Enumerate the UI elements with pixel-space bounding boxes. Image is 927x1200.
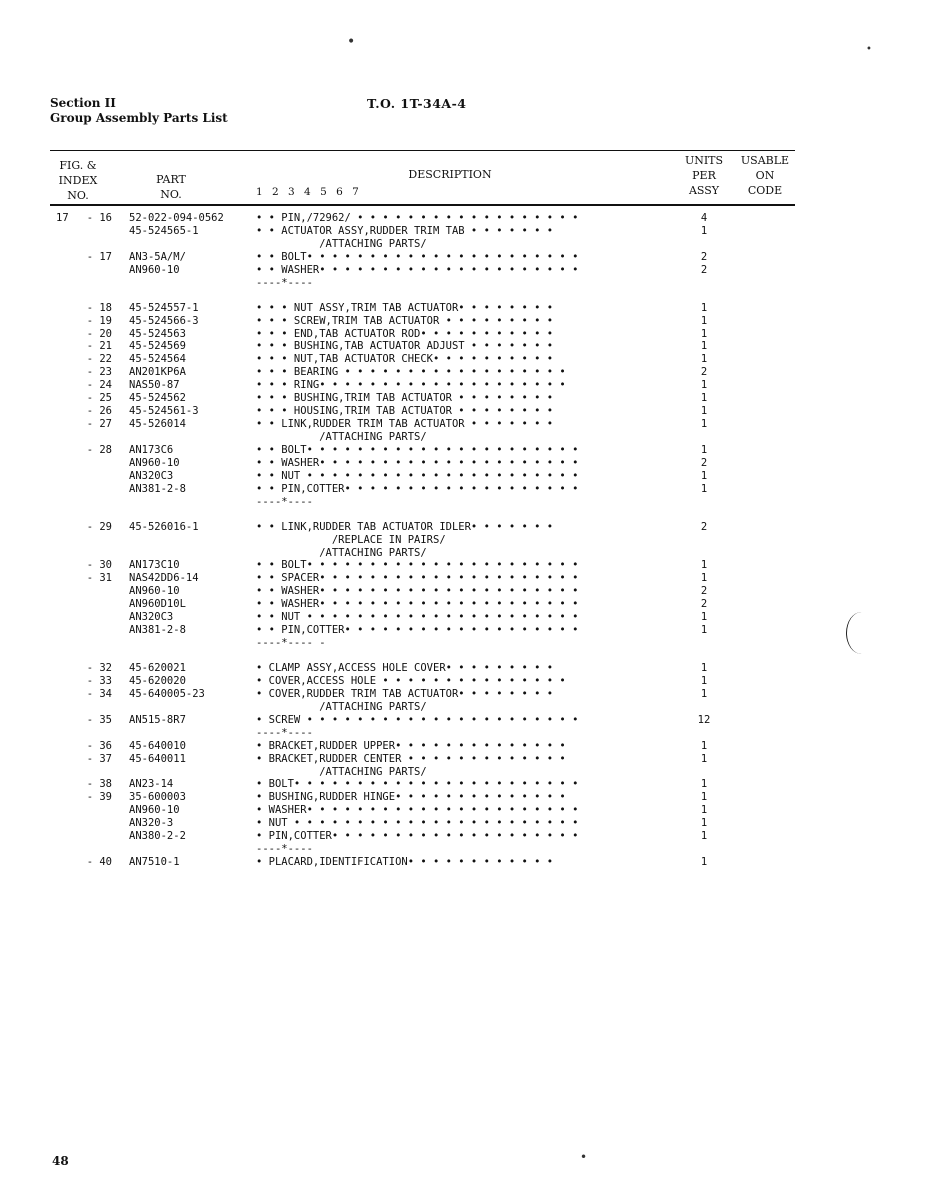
col-header-units xyxy=(676,153,732,198)
col-header-part-no xyxy=(146,172,196,202)
units-per-assy: 1 xyxy=(700,687,708,700)
part-number: 45-524562 xyxy=(129,392,186,405)
part-number: 45-524566-3 xyxy=(129,314,199,327)
description: ----*---- - xyxy=(256,637,326,650)
scan-speck: • xyxy=(347,34,356,50)
description: /ATTACHING PARTS/ xyxy=(256,431,427,443)
units-per-assy: 1 xyxy=(700,624,708,637)
description: • COVER,ACCESS HOLE • • • • • • • • • • • • • • • xyxy=(256,674,566,687)
units-per-assy: 1 xyxy=(700,340,708,353)
description: ----*---- xyxy=(256,495,313,508)
table-row xyxy=(0,624,927,637)
description: • • ACTUATOR ASSY,RUDDER TRIM TAB • • • • • • • xyxy=(256,224,554,237)
section-header xyxy=(50,96,228,126)
description: • • LINK,RUDDER TRIM TAB ACTUATOR • • • • • • • xyxy=(256,418,554,431)
table-row xyxy=(0,843,927,856)
col-header-fig-line2: INDEX xyxy=(58,174,98,187)
document-number: T.O. 1T-34A-4 xyxy=(367,96,467,111)
units-per-assy: 1 xyxy=(700,392,708,405)
units-per-assy: 1 xyxy=(700,405,708,418)
index-number: - 33 xyxy=(86,674,112,687)
description: • • • SCREW,TRIM TAB ACTUATOR • • • • • • • • • xyxy=(256,314,554,327)
binding-hole-mark xyxy=(846,612,877,654)
parts-list xyxy=(0,212,927,869)
units-per-assy: 1 xyxy=(700,804,708,817)
table-row xyxy=(0,856,927,869)
index-number: - 34 xyxy=(86,687,112,700)
part-number: 45-620021 xyxy=(129,662,186,674)
units-per-assy: 1 xyxy=(700,856,708,869)
description: • • SPACER• • • • • • • • • • • • • • • • • • • • • xyxy=(256,572,579,585)
units-per-assy: 2 xyxy=(700,263,708,276)
index-number: - 36 xyxy=(86,739,112,752)
part-number: AN7510-1 xyxy=(129,856,180,869)
part-number: 45-526016-1 xyxy=(129,520,199,533)
index-number: - 35 xyxy=(86,713,112,726)
description: • PLACARD,IDENTIFICATION• • • • • • • • • • • • xyxy=(256,856,554,869)
description: ----*---- xyxy=(256,843,313,856)
index-number: - 17 xyxy=(86,250,112,263)
description: • CLAMP ASSY,ACCESS HOLE COVER• • • • • • • • • xyxy=(256,662,554,674)
description: • COVER,RUDDER TRIM TAB ACTUATOR• • • • • • • • xyxy=(256,687,554,700)
part-number: 45-524569 xyxy=(129,340,186,353)
table-row xyxy=(0,238,927,251)
description: • • WASHER• • • • • • • • • • • • • • • • • • • • • xyxy=(256,456,579,469)
description: /REPLACE IN PAIRS/ xyxy=(256,533,446,546)
description: • BUSHING,RUDDER HINGE• • • • • • • • • • • • • • xyxy=(256,791,566,804)
part-number: 45-640005-23 xyxy=(129,687,205,700)
part-number: AN201KP6A xyxy=(129,366,186,379)
units-per-assy: 1 xyxy=(700,314,708,327)
description: • • • NUT ASSY,TRIM TAB ACTUATOR• • • • • • • • xyxy=(256,301,554,314)
table-row xyxy=(0,817,927,830)
index-number: - 25 xyxy=(86,392,112,405)
description: /ATTACHING PARTS/ xyxy=(256,546,427,559)
part-number: 45-640010 xyxy=(129,739,186,752)
section-label: Section II xyxy=(50,96,116,110)
table-row xyxy=(0,547,927,560)
part-number: 45-524557-1 xyxy=(129,301,199,314)
description: • PIN,COTTER• • • • • • • • • • • • • • • • • • • • xyxy=(256,830,579,843)
units-per-assy: 1 xyxy=(700,418,708,431)
table-row xyxy=(0,444,927,457)
col-header-part-line1: PART xyxy=(156,173,186,186)
index-number: - 19 xyxy=(86,314,112,327)
description: • • BOLT• • • • • • • • • • • • • • • • • • • • • • xyxy=(256,250,579,263)
units-per-assy: 2 xyxy=(700,366,708,379)
units-per-assy: 1 xyxy=(700,817,708,830)
units-per-assy: 1 xyxy=(700,443,708,456)
description: /ATTACHING PARTS/ xyxy=(256,237,427,250)
part-number: AN960-10 xyxy=(129,804,180,817)
part-number: AN381-2-8 xyxy=(129,482,186,495)
part-number: NAS50-87 xyxy=(129,379,180,392)
units-per-assy: 4 xyxy=(700,212,708,224)
table-row xyxy=(0,521,927,534)
table-row xyxy=(0,340,927,353)
part-number: 45-524563 xyxy=(129,327,186,340)
index-number: - 28 xyxy=(86,443,112,456)
index-number: - 40 xyxy=(86,856,112,869)
table-row xyxy=(0,470,927,483)
index-number: - 18 xyxy=(86,301,112,314)
description: • • WASHER• • • • • • • • • • • • • • • • • • • • • xyxy=(256,263,579,276)
col-header-indent-digits: 1 2 3 4 5 6 7 xyxy=(256,186,362,198)
units-per-assy: 1 xyxy=(700,611,708,624)
table-row xyxy=(0,611,927,624)
table-row xyxy=(0,496,927,509)
units-per-assy: 1 xyxy=(700,662,708,674)
part-number: AN381-2-8 xyxy=(129,624,186,637)
part-number: 45-620020 xyxy=(129,674,186,687)
description: • • • HOUSING,TRIM TAB ACTUATOR • • • • • • • • xyxy=(256,405,554,418)
index-number: - 20 xyxy=(86,327,112,340)
part-number: AN960D10L xyxy=(129,598,186,611)
units-per-assy: 1 xyxy=(700,224,708,237)
description: • • • BUSHING,TRIM TAB ACTUATOR • • • • • • • • xyxy=(256,392,554,405)
description: /ATTACHING PARTS/ xyxy=(256,765,427,778)
col-header-units-line2: PER xyxy=(692,169,716,182)
index-number: - 29 xyxy=(86,520,112,533)
part-number: 45-524564 xyxy=(129,353,186,366)
table-row xyxy=(0,662,927,675)
part-number: 45-524565-1 xyxy=(129,224,199,237)
units-per-assy: 2 xyxy=(700,598,708,611)
table-row xyxy=(0,559,927,572)
table-row xyxy=(0,740,927,753)
scan-speck: • xyxy=(866,44,872,55)
table-row xyxy=(0,675,927,688)
table-row xyxy=(0,534,927,547)
table-row xyxy=(0,251,927,264)
units-per-assy: 2 xyxy=(700,520,708,533)
description: • • NUT • • • • • • • • • • • • • • • • • • • • • • xyxy=(256,469,579,482)
description: • • NUT • • • • • • • • • • • • • • • • • • • • • • xyxy=(256,611,579,624)
table-row xyxy=(0,328,927,341)
description: • • PIN,COTTER• • • • • • • • • • • • • • • • • • • xyxy=(256,624,579,637)
col-header-usable xyxy=(735,153,795,198)
units-per-assy: 1 xyxy=(700,739,708,752)
table-row xyxy=(0,483,927,496)
description: • • WASHER• • • • • • • • • • • • • • • • • • • • • xyxy=(256,598,579,611)
units-per-assy: 1 xyxy=(700,301,708,314)
description: • • • RING• • • • • • • • • • • • • • • • • • • • xyxy=(256,379,566,392)
units-per-assy: 1 xyxy=(700,791,708,804)
units-per-assy: 2 xyxy=(700,250,708,263)
part-number: 45-524561-3 xyxy=(129,405,199,418)
index-number: - 22 xyxy=(86,353,112,366)
table-row xyxy=(0,212,927,225)
header-bottom-rule xyxy=(50,204,795,206)
index-number: - 24 xyxy=(86,379,112,392)
units-per-assy: 12 xyxy=(697,713,711,726)
description: • • • END,TAB ACTUATOR ROD• • • • • • • • • • • xyxy=(256,327,554,340)
part-number: AN320-3 xyxy=(129,817,174,830)
index-number: - 26 xyxy=(86,405,112,418)
description: • BRACKET,RUDDER UPPER• • • • • • • • • • • • • • xyxy=(256,739,566,752)
table-row xyxy=(0,379,927,392)
units-per-assy: 1 xyxy=(700,379,708,392)
index-number: - 38 xyxy=(86,778,112,791)
units-per-assy: 2 xyxy=(700,456,708,469)
part-number: 35-600003 xyxy=(129,791,186,804)
units-per-assy: 1 xyxy=(700,752,708,765)
table-row xyxy=(0,598,927,611)
table-row xyxy=(0,778,927,791)
table-row xyxy=(0,688,927,701)
col-header-fig-line3: NO. xyxy=(67,189,89,202)
col-header-usable-line2: ON xyxy=(755,169,775,182)
part-number: AN960-10 xyxy=(129,585,180,598)
description: • NUT • • • • • • • • • • • • • • • • • • • • • • • xyxy=(256,817,579,830)
part-number: 45-640011 xyxy=(129,752,186,765)
part-number: AN320C3 xyxy=(129,611,174,624)
table-row xyxy=(0,727,927,740)
scan-speck: • xyxy=(580,1150,588,1164)
header-top-rule xyxy=(50,150,795,151)
units-per-assy: 1 xyxy=(700,572,708,585)
part-number: AN173C10 xyxy=(129,559,180,572)
index-number: - 21 xyxy=(86,340,112,353)
part-number: 45-526014 xyxy=(129,418,186,431)
description: • • BOLT• • • • • • • • • • • • • • • • • • • • • • xyxy=(256,559,579,572)
units-per-assy: 1 xyxy=(700,778,708,791)
index-number: - 30 xyxy=(86,559,112,572)
index-number: - 23 xyxy=(86,366,112,379)
table-row xyxy=(0,457,927,470)
table-row xyxy=(0,714,927,727)
part-number: AN3-5A/M/ xyxy=(129,250,186,263)
part-number: AN515-8R7 xyxy=(129,713,186,726)
units-per-assy: 1 xyxy=(700,830,708,843)
units-per-assy: 1 xyxy=(700,327,708,340)
description: • • • BUSHING,TAB ACTUATOR ADJUST • • • • • • • xyxy=(256,340,554,353)
table-row xyxy=(0,225,927,238)
table-row xyxy=(0,315,927,328)
description: • WASHER• • • • • • • • • • • • • • • • • • • • • • xyxy=(256,804,579,817)
table-row xyxy=(0,637,927,650)
table-row xyxy=(0,264,927,277)
table-row xyxy=(0,766,927,779)
table-row xyxy=(0,353,927,366)
part-number: AN23-14 xyxy=(129,778,174,791)
description: • BRACKET,RUDDER CENTER • • • • • • • • • • • • • xyxy=(256,752,566,765)
description: • SCREW • • • • • • • • • • • • • • • • • • • • • • xyxy=(256,713,579,726)
part-number: AN320C3 xyxy=(129,469,174,482)
table-row xyxy=(0,392,927,405)
table-row xyxy=(0,585,927,598)
index-number: - 39 xyxy=(86,791,112,804)
col-header-units-line3: ASSY xyxy=(688,184,720,197)
description: • • • NUT,TAB ACTUATOR CHECK• • • • • • • • • • xyxy=(256,353,554,366)
units-per-assy: 1 xyxy=(700,469,708,482)
section-subtitle: Group Assembly Parts List xyxy=(50,111,228,125)
part-number: AN173C6 xyxy=(129,443,174,456)
part-number: AN380-2-2 xyxy=(129,830,186,843)
description: • BOLT• • • • • • • • • • • • • • • • • • • • • • • xyxy=(256,778,579,791)
units-per-assy: 2 xyxy=(700,585,708,598)
description: • • LINK,RUDDER TAB ACTUATOR IDLER• • • • • • • xyxy=(256,520,554,533)
units-per-assy: 1 xyxy=(700,674,708,687)
part-number: NAS42DD6-14 xyxy=(129,572,199,585)
col-header-fig-line1: FIG. & xyxy=(59,159,97,172)
col-header-usable-line3: CODE xyxy=(747,184,783,197)
part-number: 52-022-094-0562 xyxy=(129,212,224,224)
description: • • PIN,COTTER• • • • • • • • • • • • • • • • • • • xyxy=(256,482,579,495)
col-header-units-line1: UNITS xyxy=(684,154,724,167)
units-per-assy: 1 xyxy=(700,559,708,572)
table-row xyxy=(0,405,927,418)
index-number: - 37 xyxy=(86,752,112,765)
table-row xyxy=(0,791,927,804)
table-row xyxy=(0,302,927,315)
col-header-usable-line1: USABLE xyxy=(740,154,790,167)
description: • • WASHER• • • • • • • • • • • • • • • • • • • • • xyxy=(256,585,579,598)
description: ----*---- xyxy=(256,726,313,739)
table-row xyxy=(0,701,927,714)
part-number: AN960-10 xyxy=(129,263,180,276)
units-per-assy: 1 xyxy=(700,353,708,366)
table-row xyxy=(0,418,927,431)
index-number: - 31 xyxy=(86,572,112,585)
table-row xyxy=(0,804,927,817)
index-number: - 32 xyxy=(86,662,112,674)
units-per-assy: 1 xyxy=(700,482,708,495)
col-header-part-line2: NO. xyxy=(160,188,182,201)
table-row xyxy=(0,830,927,843)
index-number: - 16 xyxy=(86,212,112,224)
description: ----*---- xyxy=(256,276,313,289)
index-number: - 27 xyxy=(86,418,112,431)
description: /ATTACHING PARTS/ xyxy=(256,700,427,713)
description: • • BOLT• • • • • • • • • • • • • • • • • • • • • • xyxy=(256,443,579,456)
table-row xyxy=(0,366,927,379)
description: • • PIN,/72962/ • • • • • • • • • • • • • • • • • • xyxy=(256,212,579,224)
col-header-description: DESCRIPTION xyxy=(408,168,492,181)
col-header-fig-index xyxy=(52,158,104,203)
page-number: 48 xyxy=(52,1154,69,1168)
part-number: AN960-10 xyxy=(129,456,180,469)
table-row xyxy=(0,277,927,290)
table-row xyxy=(0,572,927,585)
description: • • • BEARING • • • • • • • • • • • • • • • • • • xyxy=(256,366,566,379)
table-row xyxy=(0,753,927,766)
fig-number: 17 xyxy=(56,212,69,224)
table-row xyxy=(0,431,927,444)
